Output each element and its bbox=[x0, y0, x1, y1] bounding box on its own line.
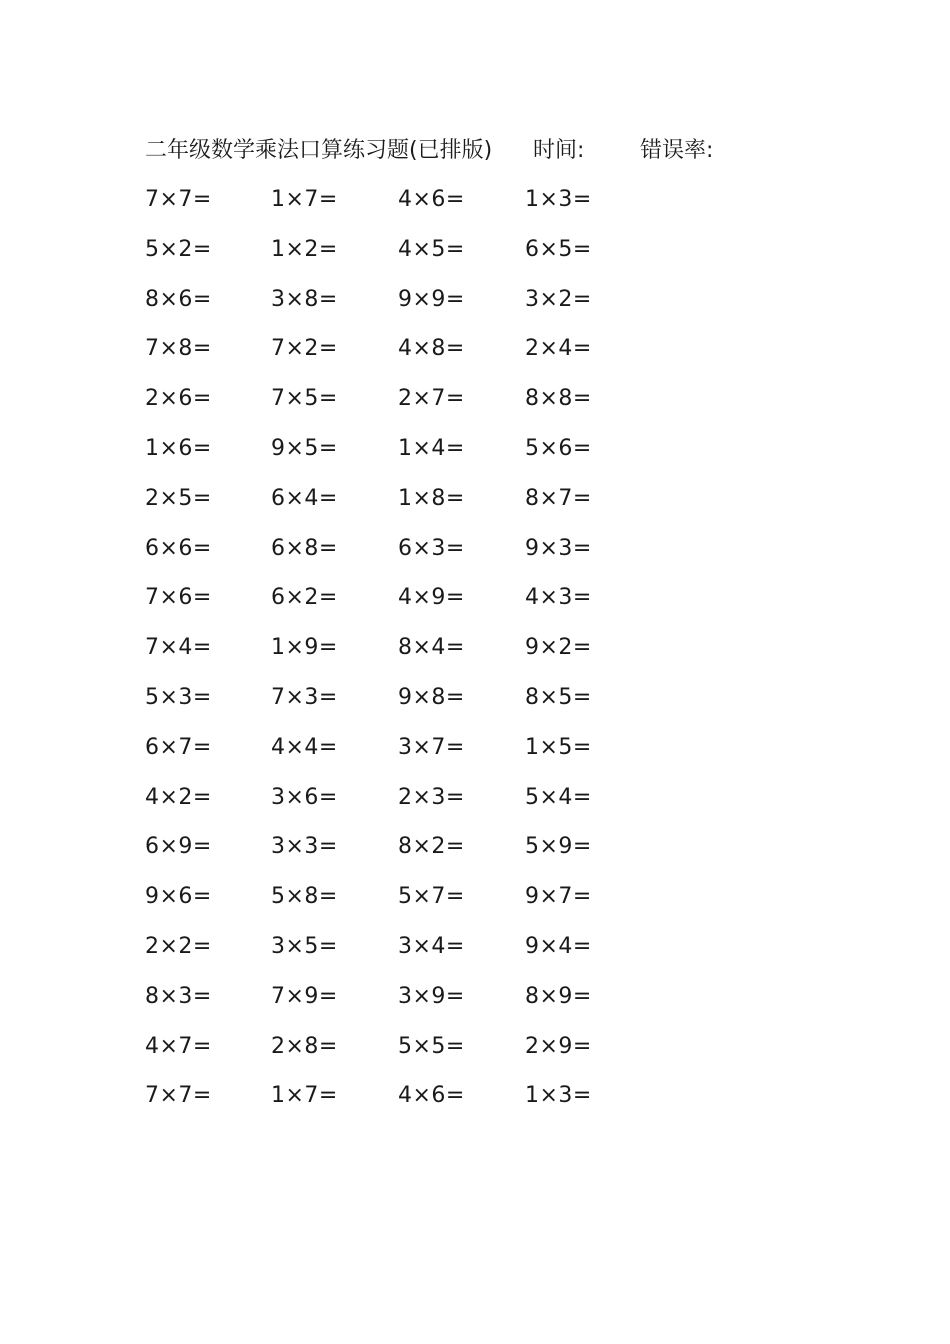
problem-item: 3×4= bbox=[398, 933, 465, 959]
problem-row bbox=[145, 182, 665, 232]
problem-item: 2×7= bbox=[398, 386, 465, 412]
problem-item: 8×6= bbox=[145, 286, 212, 312]
problem-item: 4×6= bbox=[398, 187, 465, 212]
problem-item: 8×8= bbox=[525, 386, 592, 412]
problem-item: 4×8= bbox=[398, 336, 465, 362]
problem-item: 7×9= bbox=[271, 983, 338, 1009]
problem-item: 9×5= bbox=[271, 435, 338, 461]
problem-item: 5×7= bbox=[398, 884, 465, 910]
problem-item: 5×6= bbox=[525, 435, 592, 461]
time-label: 时间: bbox=[533, 138, 585, 163]
problem-item: 4×3= bbox=[525, 585, 592, 611]
problem-item: 5×2= bbox=[145, 236, 212, 262]
error-rate-label: 错误率: bbox=[640, 138, 714, 163]
problem-item: 7×2= bbox=[271, 336, 338, 362]
problem-item: 4×6= bbox=[398, 1083, 465, 1109]
problem-item: 1×2= bbox=[271, 236, 338, 262]
problem-row bbox=[145, 929, 665, 979]
problem-item: 8×2= bbox=[398, 834, 465, 860]
problem-item: 7×6= bbox=[145, 585, 212, 611]
problem-item: 1×9= bbox=[271, 635, 338, 661]
problem-item: 1×8= bbox=[398, 485, 465, 511]
worksheet-header bbox=[145, 134, 845, 168]
problem-row bbox=[145, 680, 665, 730]
problem-row bbox=[145, 1078, 665, 1128]
problem-row bbox=[145, 630, 665, 680]
problem-item: 8×5= bbox=[525, 684, 592, 710]
problem-item: 4×9= bbox=[398, 585, 465, 611]
problem-row bbox=[145, 730, 665, 780]
problem-item: 5×8= bbox=[271, 884, 338, 910]
problem-item: 6×8= bbox=[271, 535, 338, 561]
problem-row bbox=[145, 481, 665, 531]
problem-row bbox=[145, 780, 665, 830]
problem-item: 2×6= bbox=[145, 386, 212, 412]
problem-item: 5×5= bbox=[398, 1033, 465, 1059]
problem-item: 7×7= bbox=[145, 1083, 212, 1109]
problem-row bbox=[145, 829, 665, 879]
problem-item: 7×5= bbox=[271, 386, 338, 412]
problem-item: 6×4= bbox=[271, 485, 338, 511]
problem-item: 2×8= bbox=[271, 1033, 338, 1059]
problem-item: 1×3= bbox=[525, 187, 592, 212]
problem-item: 2×2= bbox=[145, 933, 212, 959]
problem-item: 7×4= bbox=[145, 635, 212, 661]
problem-item: 6×6= bbox=[145, 535, 212, 561]
problem-item: 4×7= bbox=[145, 1033, 212, 1059]
problem-item: 2×5= bbox=[145, 485, 212, 511]
problem-item: 3×6= bbox=[271, 784, 338, 810]
problem-item: 5×9= bbox=[525, 834, 592, 860]
problem-item: 2×9= bbox=[525, 1033, 592, 1059]
problem-item: 6×2= bbox=[271, 585, 338, 611]
problem-item: 1×7= bbox=[271, 1083, 338, 1109]
problem-row bbox=[145, 879, 665, 929]
problem-row bbox=[145, 979, 665, 1029]
problem-item: 9×7= bbox=[525, 884, 592, 910]
problem-item: 8×3= bbox=[145, 983, 212, 1009]
problem-item: 4×5= bbox=[398, 236, 465, 262]
problem-item: 3×2= bbox=[525, 286, 592, 312]
problem-item: 8×7= bbox=[525, 485, 592, 511]
problem-item: 1×4= bbox=[398, 435, 465, 461]
problem-item: 2×4= bbox=[525, 336, 592, 362]
problem-item: 9×4= bbox=[525, 933, 592, 959]
problem-item: 8×9= bbox=[525, 983, 592, 1009]
problem-row bbox=[145, 580, 665, 630]
problem-row bbox=[145, 232, 665, 282]
problem-item: 5×3= bbox=[145, 684, 212, 710]
problem-item: 1×3= bbox=[525, 1083, 592, 1109]
problem-item: 3×9= bbox=[398, 983, 465, 1009]
problem-item: 3×3= bbox=[271, 834, 338, 860]
problem-item: 9×3= bbox=[525, 535, 592, 561]
problem-item: 1×5= bbox=[525, 734, 592, 760]
problem-item: 3×5= bbox=[271, 933, 338, 959]
worksheet-title: 二年级数学乘法口算练习题(已排版) bbox=[145, 138, 493, 163]
problem-item: 1×6= bbox=[145, 435, 212, 461]
problem-item: 8×4= bbox=[398, 635, 465, 661]
problem-item: 1×7= bbox=[271, 187, 338, 212]
problem-item: 5×4= bbox=[525, 784, 592, 810]
problem-row bbox=[145, 531, 665, 581]
problem-item: 6×3= bbox=[398, 535, 465, 561]
problem-item: 6×9= bbox=[145, 834, 212, 860]
problem-row bbox=[145, 381, 665, 431]
problem-grid bbox=[145, 182, 665, 1128]
problem-row bbox=[145, 431, 665, 481]
problem-item: 6×7= bbox=[145, 734, 212, 760]
problem-item: 9×6= bbox=[145, 884, 212, 910]
problem-row bbox=[145, 282, 665, 332]
problem-item: 7×8= bbox=[145, 336, 212, 362]
problem-item: 9×8= bbox=[398, 684, 465, 710]
problem-item: 7×7= bbox=[145, 187, 212, 212]
problem-item: 3×8= bbox=[271, 286, 338, 312]
problem-item: 4×2= bbox=[145, 784, 212, 810]
problem-item: 4×4= bbox=[271, 734, 338, 760]
problem-item: 9×9= bbox=[398, 286, 465, 312]
problem-item: 3×7= bbox=[398, 734, 465, 760]
problem-item: 6×5= bbox=[525, 236, 592, 262]
problem-item: 2×3= bbox=[398, 784, 465, 810]
problem-item: 7×3= bbox=[271, 684, 338, 710]
problem-row bbox=[145, 1029, 665, 1079]
problem-item: 9×2= bbox=[525, 635, 592, 661]
problem-row bbox=[145, 331, 665, 381]
